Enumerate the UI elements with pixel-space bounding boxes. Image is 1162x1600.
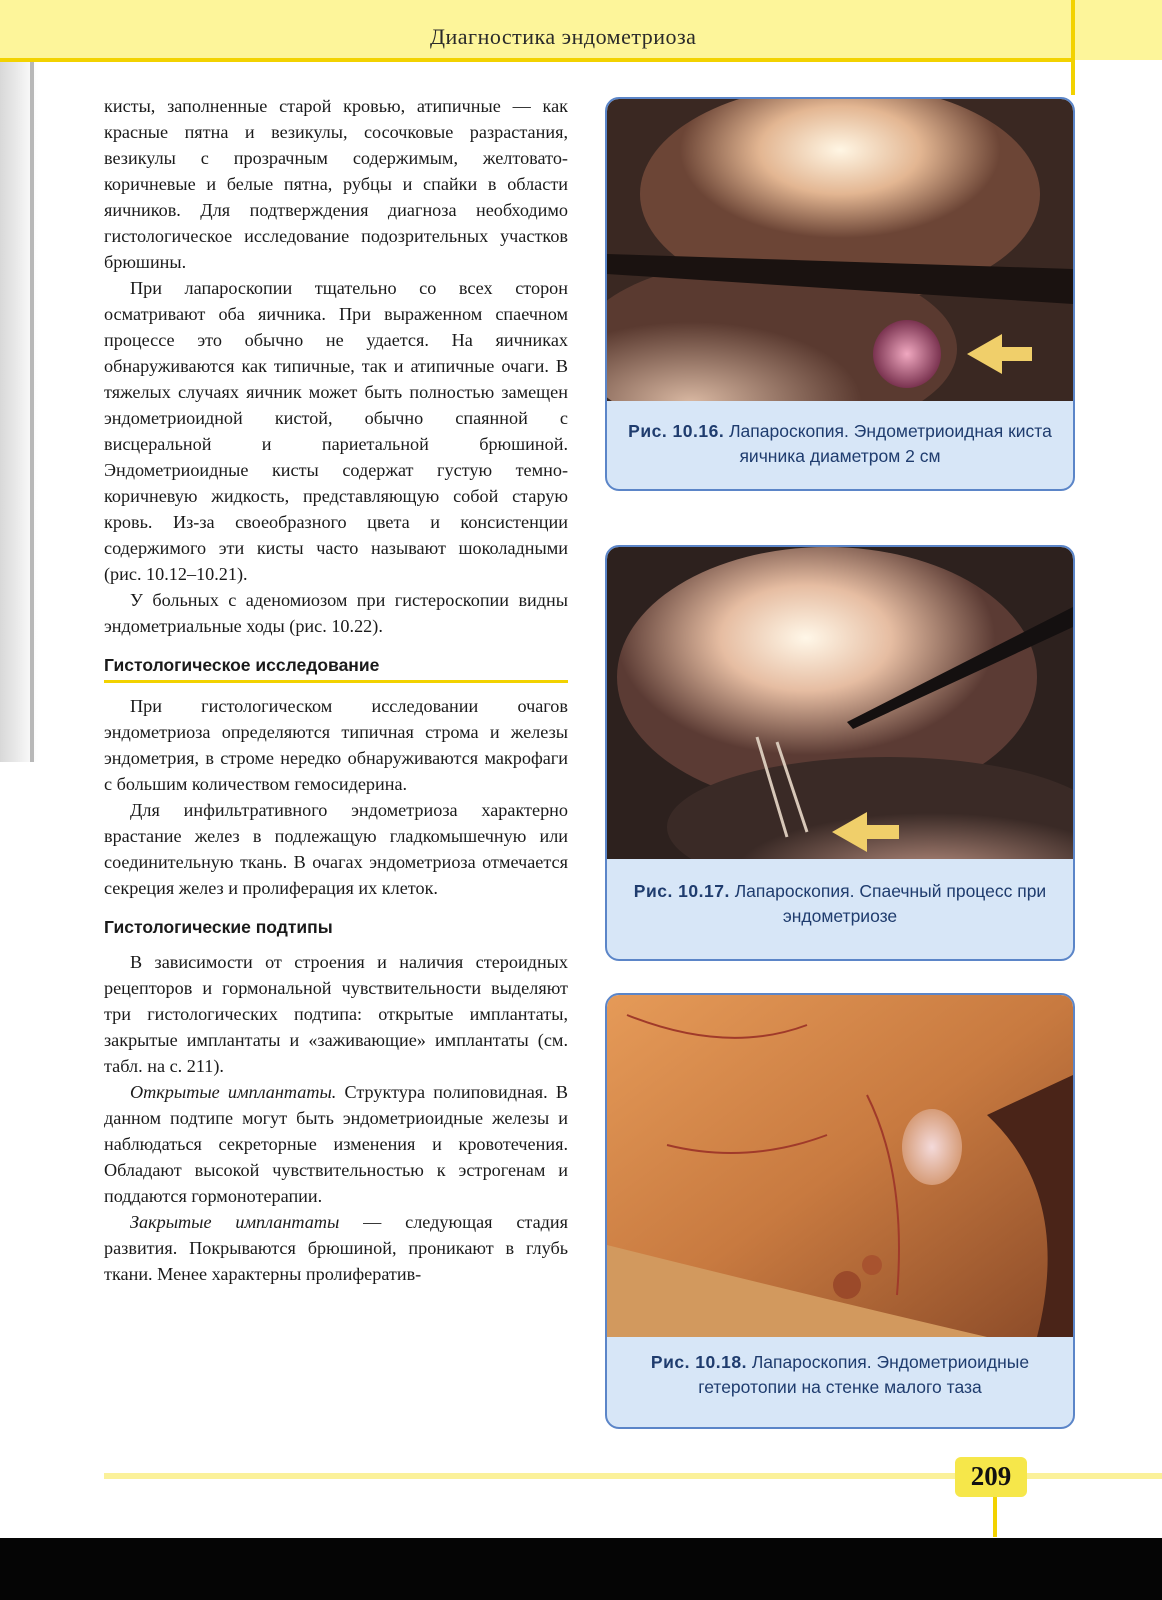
figure-caption: Рис. 10.18. Лапароскопия. Эндометриоидные гетеротопии на стенке малого таза — [650, 1352, 1030, 1397]
subsection-heading: Гистологические подтипы — [104, 917, 333, 937]
figure-caption: Рис. 10.17. Лапароскопия. Спаечный процесс при эндометриозе — [633, 881, 1047, 926]
paragraph: Для инфильтративного эндометриоза характерно врастание желез в подлежащую гладкомышечную или соединительную ткань. В очагах эндометриоза отмечается секреция желез и пролиферация их клеток. — [104, 800, 568, 898]
section-heading: Гистологическое исследование — [104, 653, 568, 683]
page-number: 209 — [970, 1461, 1012, 1491]
laparoscopy-photo — [607, 547, 1073, 859]
scan-bottom-band — [0, 1538, 1162, 1600]
paragraph: При гистологическом исследовании очагов эндометриоза определяются типичная строма и железы эндометрия, в строме нередко обнаруживаются макрофаги с большим количеством гемосидерина. — [104, 696, 568, 794]
laparoscopy-photo — [607, 995, 1073, 1337]
figure-10-18 — [605, 993, 1075, 1429]
term-open-implants: Открытые имплантаты. — [130, 1082, 337, 1102]
paragraph: кисты, заполненные старой кровью, атипичные — как красные пятна и везикулы, сосочковые разрастания, везикулы с прозрачным содержимым, желтовато-коричневые и белые пятна, рубцы и спайки в области яичников. Для подтверждения диагноза необходимо гистологическое исследование подозрительных участков брюшины. — [104, 96, 568, 272]
figure-10-16 — [605, 97, 1075, 491]
laparoscopy-photo — [607, 99, 1073, 401]
header-rule — [0, 58, 1075, 62]
paragraph — [104, 1079, 568, 1209]
paragraph: В зависимости от строения и наличия стероидных рецепторов и гормональной чувствительности выделяют три гистологических подтипа: открытые имплантаты, закрытые имплантаты и «заживающие» имплантаты (см. табл. на с. 211). — [104, 952, 568, 1076]
paragraph: При лапароскопии тщательно со всех сторон осматривают оба яичника. При выраженном спаечном процессе это обычно не удается. На яичниках обнаруживаются как типичные, так и атипичные очаги. В тяжелых случаях яичник может быть полностью замещен эндометриоидной кистой, обычно спаянной с висцеральной и париетальной брюшиной. Эндометриоидные кисты содержат густую темно-коричневую жидкость, представляющую собой старую кровь. Из-за своеобразного цвета и консистенции содержимого эти кисты часто называют шоколадными (рис. 10.12–10.21). — [104, 278, 568, 584]
running-head: Диагностика эндометриоза — [430, 24, 697, 49]
paragraph-text: Структура полиповидная. В данном подтипе могут быть эндометриоидные железы и наблюдаться секреторные изменения и кровотечения. Обладают высокой чувствительностью к эстрогенам и поддаются гормонотерапии. — [104, 1082, 568, 1206]
header-vertical-rule — [1071, 0, 1075, 95]
footer-vertical-rule — [993, 1497, 997, 1537]
paragraph — [104, 1209, 568, 1287]
page-spine-line — [30, 62, 34, 762]
figure-10-17 — [605, 545, 1075, 961]
figure-caption: Рис. 10.16. Лапароскопия. Эндометриоидная киста яичника диаметром 2 см — [628, 421, 1052, 466]
paragraph: У больных с аденомиозом при гистероскопии видны эндометриальные ходы (рис. 10.22). — [104, 590, 568, 636]
paragraph-text: — следующая стадия развития. Покрываются брюшиной, проникают в глубь ткани. Менее характерны пролифератив- — [104, 1212, 568, 1284]
text-column — [104, 93, 568, 1287]
term-closed-implants: Закрытые имплантаты — [130, 1212, 340, 1232]
